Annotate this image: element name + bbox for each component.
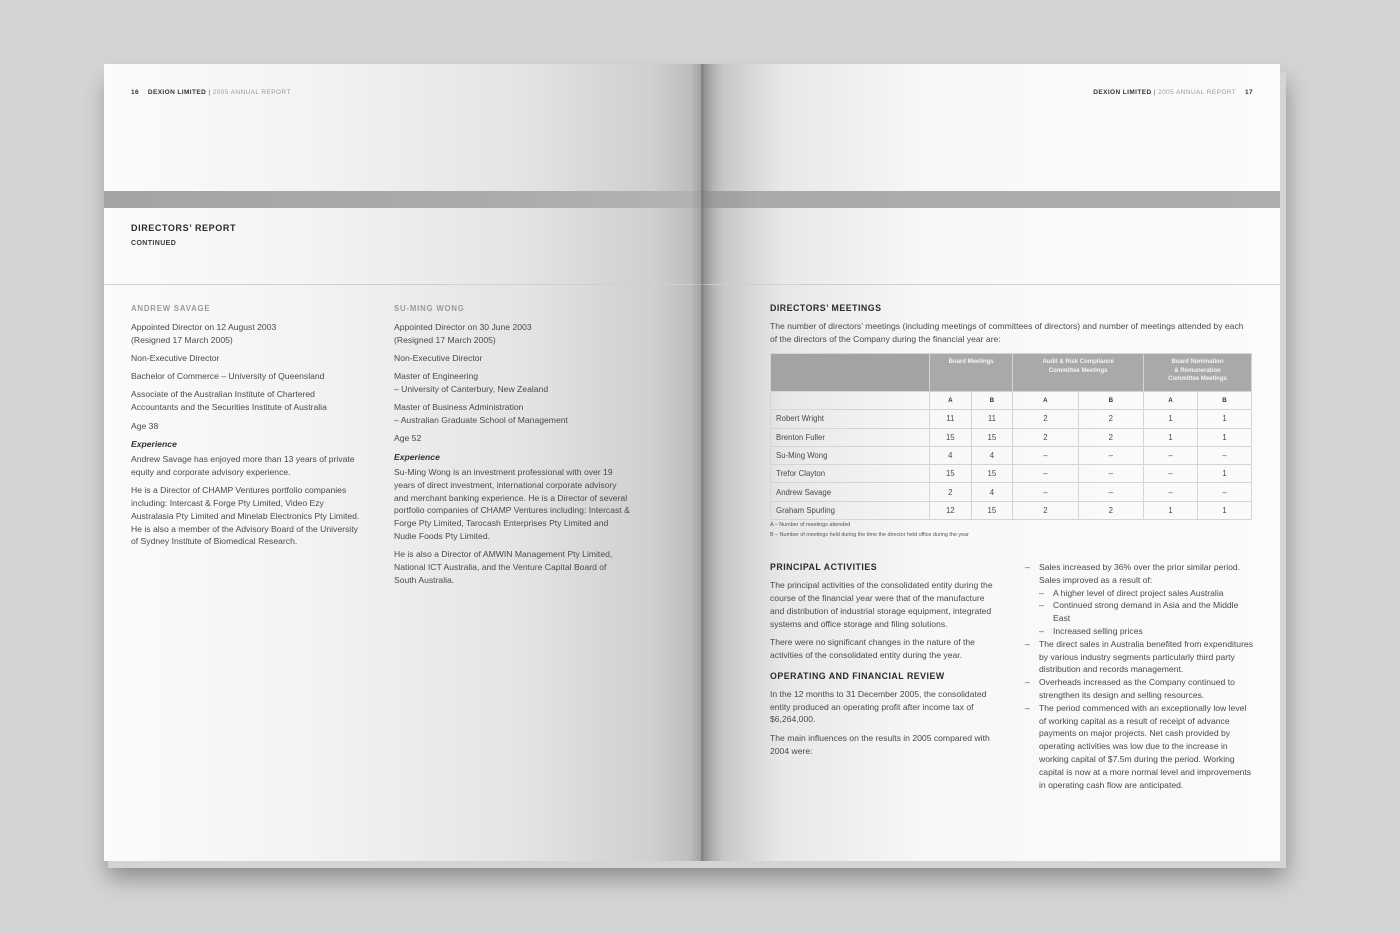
list-item: – Overheads increased as the Company continued to strengthen its design and selling resources. bbox=[1025, 676, 1255, 702]
meetings-table bbox=[770, 353, 1252, 520]
column-header-a: A bbox=[930, 392, 972, 410]
group-label: & Remuneration bbox=[1174, 367, 1221, 374]
association-line: Accountants and the Securities Institute of Australia bbox=[131, 402, 327, 413]
director-age: Age 38 bbox=[131, 420, 159, 431]
value-cell: 1 bbox=[1197, 501, 1251, 519]
value-cell: 4 bbox=[971, 483, 1013, 501]
table-row bbox=[771, 446, 1252, 464]
director-name: ANDREW SAVAGE bbox=[131, 304, 211, 313]
principal-activities-heading: PRINCIPAL ACTIVITIES bbox=[770, 562, 878, 572]
meetings-heading: DIRECTORS’ MEETINGS bbox=[770, 303, 882, 313]
table-corner-cell bbox=[771, 354, 930, 392]
value-cell: – bbox=[1078, 446, 1143, 464]
left-page bbox=[104, 64, 701, 861]
meetings-section bbox=[770, 302, 1250, 351]
value-cell: 1 bbox=[1197, 428, 1251, 446]
value-cell: – bbox=[1013, 446, 1078, 464]
value-cell: 2 bbox=[1013, 410, 1078, 428]
degree-line: Master of Engineering bbox=[394, 371, 479, 382]
column-header-b: B bbox=[971, 392, 1013, 410]
value-cell: – bbox=[1013, 483, 1078, 501]
director-role: Non-Executive Director bbox=[394, 352, 483, 363]
value-cell: 15 bbox=[971, 465, 1013, 483]
table-notes bbox=[770, 521, 969, 540]
group-label: Committee Meetings bbox=[1048, 367, 1108, 374]
experience-paragraph: He is a Director of CHAMP Ventures portfolio companies including: Intercast & Forge Pty Limited, Video Ezy Australasia Pty Limited and Minelab Electronics Pty Limited. He is also a member of the Advisory Board of the University of Sydney Institute of Biomedical Research. bbox=[131, 485, 360, 547]
section-title: DIRECTORS’ REPORT bbox=[131, 223, 237, 233]
director-degree bbox=[394, 401, 630, 427]
left-folio bbox=[131, 89, 291, 96]
value-cell: 15 bbox=[930, 465, 972, 483]
director-age: Age 52 bbox=[394, 433, 422, 444]
value-cell: 4 bbox=[930, 446, 972, 464]
value-cell: – bbox=[1144, 446, 1198, 464]
sub-list-item: – Continued strong demand in Asia and the Middle East bbox=[1039, 599, 1255, 625]
group-label: Committee Meetings bbox=[1168, 376, 1227, 383]
left-folio-company: DEXION LIMITED bbox=[147, 89, 207, 96]
table-row bbox=[771, 465, 1252, 483]
right-page-number: 17 bbox=[1244, 89, 1253, 96]
left-grey-band bbox=[104, 191, 701, 208]
director-cell: Andrew Savage bbox=[771, 483, 930, 501]
value-cell: – bbox=[1144, 465, 1198, 483]
value-cell: 15 bbox=[971, 501, 1013, 519]
column-header-a: A bbox=[1013, 392, 1078, 410]
value-cell: – bbox=[1078, 465, 1143, 483]
value-cell: 1 bbox=[1197, 410, 1251, 428]
director-degree bbox=[394, 370, 630, 396]
degree-line: – University of Canterbury, New Zealand bbox=[394, 383, 549, 394]
group-label: Audit & Risk Compliance bbox=[1042, 359, 1114, 365]
group-label: Board Meetings bbox=[948, 359, 994, 365]
right-grey-band bbox=[701, 191, 1280, 208]
sub-list bbox=[1039, 587, 1255, 638]
director-cell: Su-Ming Wong bbox=[771, 446, 930, 464]
director-cell: Brenton Fuller bbox=[771, 428, 930, 446]
list-item: – The direct sales in Australia benefited from expenditures by various industry segments particularly third party distribution and records management. bbox=[1025, 638, 1255, 676]
experience-paragraph: Su-Ming Wong is an investment professional with over 19 years of direct investment, international corporate advisory and merchant banking experience. He is a Director of several portfolio companies of CHAMP Ventures including: Intercast & Forge Pty Limited, Tarocash Enterprises Pty Limited and Nudie Foods Pty Limited. bbox=[394, 466, 630, 541]
column-header-b: B bbox=[1197, 392, 1251, 410]
director-name: SU-MING WONG bbox=[394, 304, 465, 313]
influences-list bbox=[1025, 561, 1255, 791]
resigned-text: (Resigned 17 March 2005) bbox=[131, 334, 233, 345]
value-cell: 1 bbox=[1144, 410, 1198, 428]
value-cell: 2 bbox=[1078, 501, 1143, 519]
appointed-text: Appointed Director on 30 June 2003 bbox=[394, 321, 532, 332]
right-divider bbox=[701, 284, 1280, 285]
value-cell: 11 bbox=[930, 410, 972, 428]
left-folio-separator: | bbox=[208, 89, 211, 96]
director-degree: Bachelor of Commerce – University of Queensland bbox=[131, 371, 325, 382]
value-cell: – bbox=[1013, 465, 1078, 483]
right-page bbox=[701, 64, 1280, 861]
left-divider bbox=[104, 284, 701, 285]
value-cell: 12 bbox=[930, 501, 972, 519]
director-role: Non-Executive Director bbox=[131, 352, 220, 363]
table-row bbox=[771, 428, 1252, 446]
table-row bbox=[771, 483, 1252, 501]
section-subtitle: CONTINUED bbox=[131, 240, 177, 247]
group-nomination-remuneration bbox=[1144, 354, 1252, 392]
value-cell: – bbox=[1197, 446, 1251, 464]
right-folio-separator: | bbox=[1153, 89, 1156, 96]
degree-line: Master of Business Administration bbox=[394, 402, 524, 413]
experience-paragraph: Andrew Savage has enjoyed more than 13 years of private equity and corporate advisory experience. bbox=[131, 454, 355, 477]
value-cell: 1 bbox=[1144, 428, 1198, 446]
left-page-number: 16 bbox=[131, 89, 140, 96]
right-folio-company: DEXION LIMITED bbox=[1093, 89, 1152, 96]
group-audit-risk bbox=[1013, 354, 1144, 392]
note-a: A – Number of meetings attended bbox=[770, 522, 851, 528]
value-cell: 11 bbox=[971, 410, 1013, 428]
experience-heading: Experience bbox=[131, 439, 177, 450]
table-row bbox=[771, 410, 1252, 428]
principal-paragraph: The principal activities of the consolidated entity during the course of the financial year were that of the manufacture and distribution of industrial storage equipment, integrated systems and office storage and filing solutions. bbox=[770, 580, 993, 629]
value-cell: 2 bbox=[1078, 428, 1143, 446]
column-header-blank bbox=[771, 392, 930, 410]
director-cell: Robert Wright bbox=[771, 410, 930, 428]
table-group-header-row bbox=[771, 354, 1252, 392]
director-cell: Graham Spurling bbox=[771, 501, 930, 519]
director-tenure bbox=[394, 321, 630, 347]
value-cell: 4 bbox=[971, 446, 1013, 464]
director-association bbox=[131, 388, 367, 414]
review-paragraph: In the 12 months to 31 December 2005, the consolidated entity produced an operating profit after income tax of $6,264,000. bbox=[770, 688, 987, 725]
principal-paragraph: There were no significant changes in the nature of the activities of the consolidated entity during the year. bbox=[770, 636, 975, 660]
appointed-text: Appointed Director on 12 August 2003 bbox=[131, 321, 277, 332]
director-andrew-savage bbox=[131, 303, 367, 554]
column-header-b: B bbox=[1078, 392, 1143, 410]
left-folio-report: 2005 ANNUAL REPORT bbox=[212, 89, 291, 96]
value-cell: 1 bbox=[1144, 501, 1198, 519]
experience-paragraph: He is also a Director of AMWIN Management Pty Limited, National ICT Australia, and the Venture Capital Board of South Australia. bbox=[394, 549, 613, 585]
right-folio-report: 2005 ANNUAL REPORT bbox=[1158, 89, 1237, 96]
association-line: Associate of the Australian Institute of Chartered bbox=[131, 389, 315, 400]
influences-list-column bbox=[1025, 561, 1255, 791]
value-cell: 2 bbox=[1078, 410, 1143, 428]
value-cell: – bbox=[1078, 483, 1143, 501]
resigned-text: (Resigned 17 March 2005) bbox=[394, 334, 496, 345]
group-label: Board Nomination bbox=[1171, 359, 1224, 365]
value-cell: – bbox=[1144, 483, 1198, 501]
group-board-meetings bbox=[930, 354, 1013, 392]
meetings-intro: The number of directors’ meetings (including meetings of committees of directors) and number of meetings attended by each of the directors of the Company during the financial year are: bbox=[770, 321, 1244, 345]
principal-activities-section bbox=[770, 561, 1000, 763]
director-cell: Trefor Clayton bbox=[771, 465, 930, 483]
value-cell: 1 bbox=[1197, 465, 1251, 483]
value-cell: 2 bbox=[930, 483, 972, 501]
value-cell: – bbox=[1197, 483, 1251, 501]
review-paragraph: The main influences on the results in 2005 compared with 2004 were: bbox=[770, 732, 990, 756]
director-su-ming-wong bbox=[394, 303, 630, 592]
value-cell: 15 bbox=[971, 428, 1013, 446]
operating-review-heading: OPERATING AND FINANCIAL REVIEW bbox=[770, 670, 945, 681]
table-column-header-row bbox=[771, 392, 1252, 410]
experience-heading: Experience bbox=[394, 452, 440, 463]
degree-line: – Australian Graduate School of Management bbox=[394, 415, 568, 426]
value-cell: 2 bbox=[1013, 428, 1078, 446]
right-folio bbox=[1093, 89, 1253, 96]
sub-list-item: – Increased selling prices bbox=[1039, 625, 1255, 638]
spine-gutter-shadow bbox=[690, 64, 714, 861]
list-item bbox=[1025, 561, 1255, 638]
table-row bbox=[771, 501, 1252, 519]
director-tenure bbox=[131, 321, 367, 347]
column-header-a: A bbox=[1144, 392, 1198, 410]
value-cell: 15 bbox=[930, 428, 972, 446]
sub-list-item: – A higher level of direct project sales Australia bbox=[1039, 587, 1255, 600]
list-item: – The period commenced with an exceptionally low level of working capital as a result of receipt of advance payments on major projects. Net cash provided by operating activities was low due to the increase in working capital of $7.5m during the period. Working capital is now at a more normal level and improvements in operating cash flow are anticipated. bbox=[1025, 702, 1255, 792]
list-item-text: Sales increased by 36% over the prior similar period. Sales improved as a result of: bbox=[1039, 562, 1241, 585]
note-b: B – Number of meetings held during the time the director held office during the year bbox=[770, 531, 969, 538]
value-cell: 2 bbox=[1013, 501, 1078, 519]
